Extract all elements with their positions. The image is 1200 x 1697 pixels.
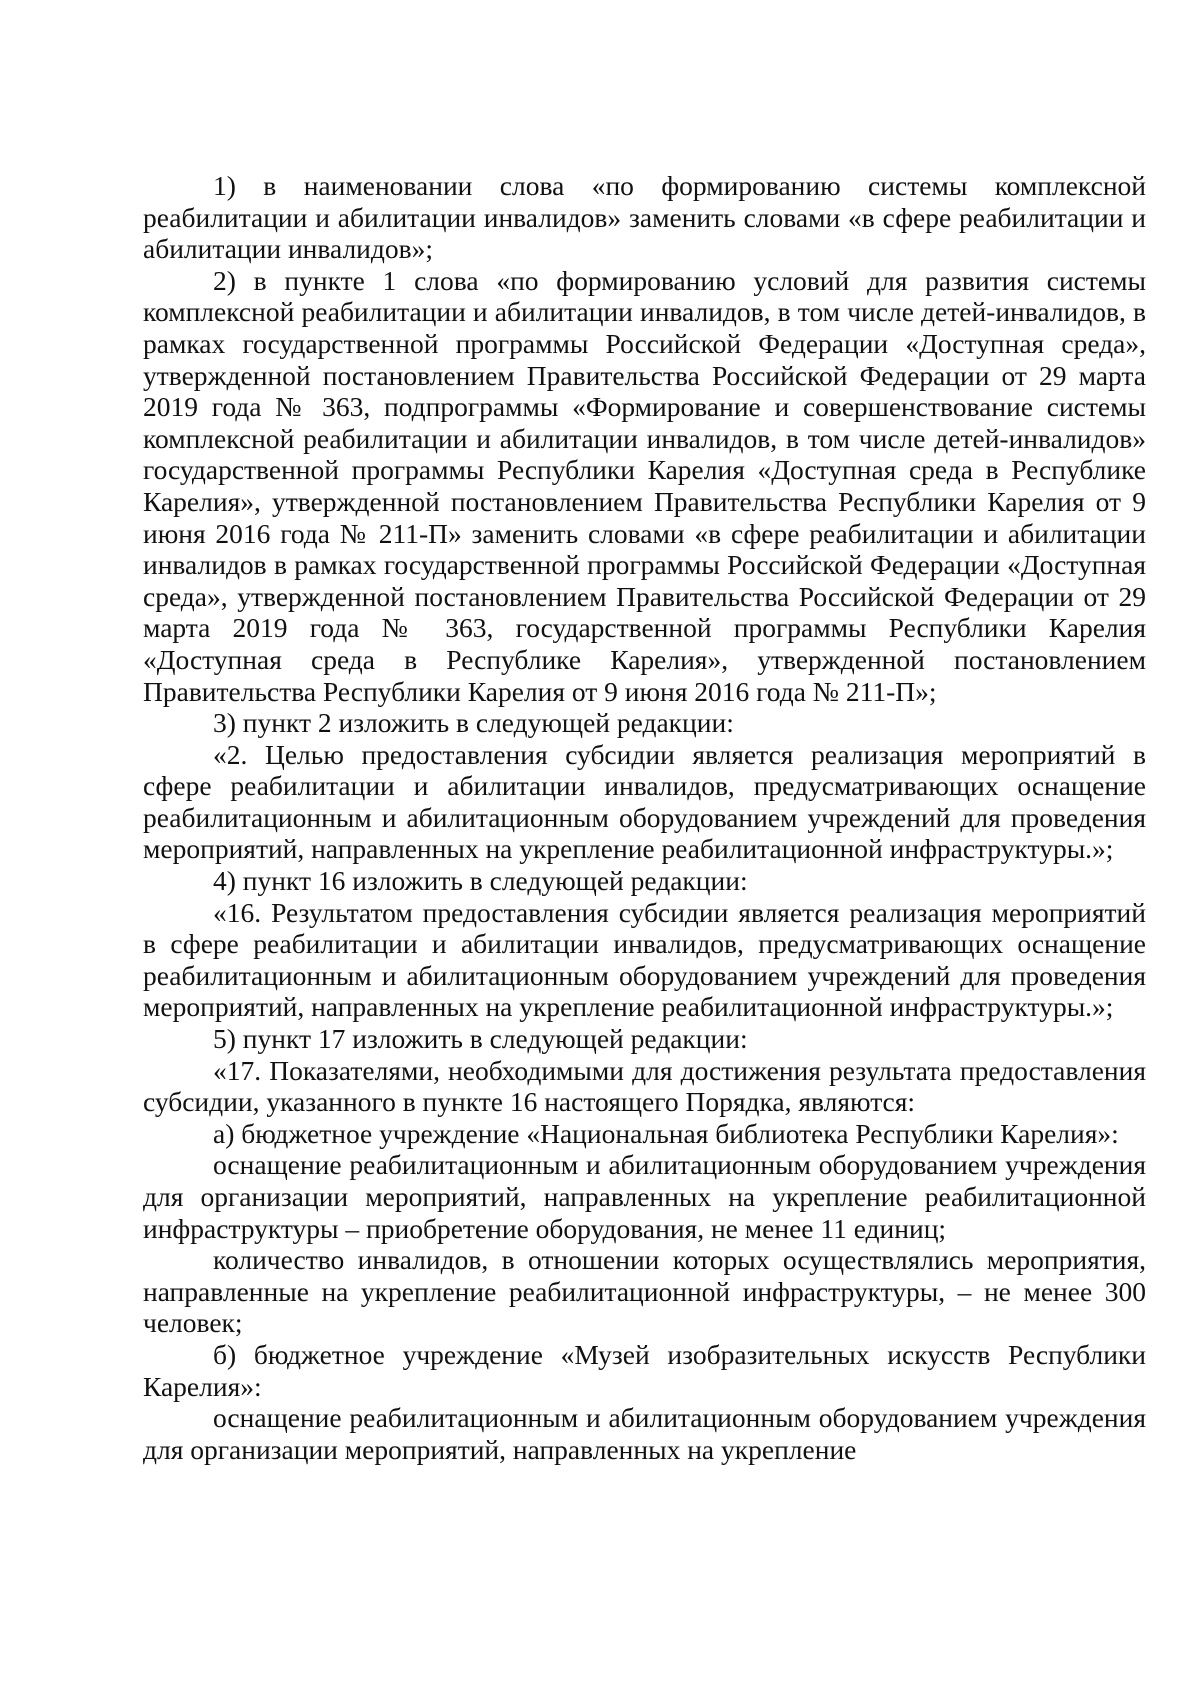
paragraph-item-1-name-change: 1) в наименовании слова «по формированию системы комплексной реабилитации и абилитации инвалидов» заменить словами «в сфере реабилитации и абилитации инвалидов»; xyxy=(143,170,1146,265)
paragraph-item-3-intro: 3) пункт 2 изложить в следующей редакции: xyxy=(213,707,734,739)
paragraph-point-2-text: «2. Целью предоставления субсидии является реализация мероприятий в сфере реабилитации и абилитации инвалидов, предусматривающих оснащение реабилитационным и абилитационным оборудованием учреждений для проведения мероприятий, направленных на укрепление реабилитационной инфраструктуры.»; xyxy=(143,738,1146,865)
paragraph-item-2-point-1-change: 2) в пункте 1 слова «по формированию условий для развития системы комплексной реабилитации и абилитации инвалидов, в том числе детей-инвалидов, в рамках государственной программы Российской Федерации «Доступная среда», утвержденной постановлением Правительства Российской Федерации от 29 марта 2019 года № 363, подпрограммы «Формирование и совершенствование системы комплексной реабилитации и абилитации инвалидов, в том числе детей-инвалидов» государственной программы Республики Карелия «Доступная среда в Республике Карелия», утвержденной постановлением Правительства Республики Карелия от 9 июня 2016 года № 211-П» заменить словами «в сфере реабилитации и абилитации инвалидов в рамках государственной программы Российской Федерации «Доступная среда», утвержденной постановлением Правительства Российской Федерации от 29 марта 2019 года № 363, государственной программы Республики Карелия «Доступная среда в Республике Карелия», утвержденной постановлением Правительства Республики Карелия от 9 июня 2016 года № 211-П»; xyxy=(143,264,1146,707)
paragraph-item-4-intro: 4) пункт 16 изложить в следующей редакции: xyxy=(213,865,748,897)
paragraph-equipment-indicator-a: оснащение реабилитационным и абилитационным оборудованием учреждения для организации мероприятий, направленных на укрепление реабилитационной инфраструктуры – приобретение оборудования, не менее 11 единиц; xyxy=(143,1149,1146,1244)
paragraph-equipment-indicator-b: оснащение реабилитационным и абилитационным оборудованием учреждения для организации мероприятий, направленных на укрепление xyxy=(143,1402,1146,1465)
document-page xyxy=(143,170,1146,1465)
paragraph-point-16-text: «16. Результатом предоставления субсидии является реализация мероприятий в сфере реабилитации и абилитации инвалидов, предусматривающих оснащение реабилитационным и абилитационным оборудованием учреждений для проведения мероприятий, направленных на укрепление реабилитационной инфраструктуры.»; xyxy=(143,896,1146,1023)
paragraph-disabled-count-indicator-a: количество инвалидов, в отношении которых осуществлялись мероприятия, направленные на укрепление реабилитационной инфраструктуры, – не менее 300 человек; xyxy=(143,1244,1146,1339)
paragraph-item-5-intro: 5) пункт 17 изложить в следующей редакции: xyxy=(213,1023,748,1055)
paragraph-subitem-b: б) бюджетное учреждение «Музей изобразительных искусств Республики Карелия»: xyxy=(143,1338,1146,1402)
paragraph-subitem-a: а) бюджетное учреждение «Национальная библиотека Республики Карелия»: xyxy=(213,1117,1119,1149)
paragraph-point-17-text: «17. Показателями, необходимыми для достижения результата предоставления субсидии, указанного в пункте 16 настоящего Порядка, являются: xyxy=(143,1054,1146,1118)
